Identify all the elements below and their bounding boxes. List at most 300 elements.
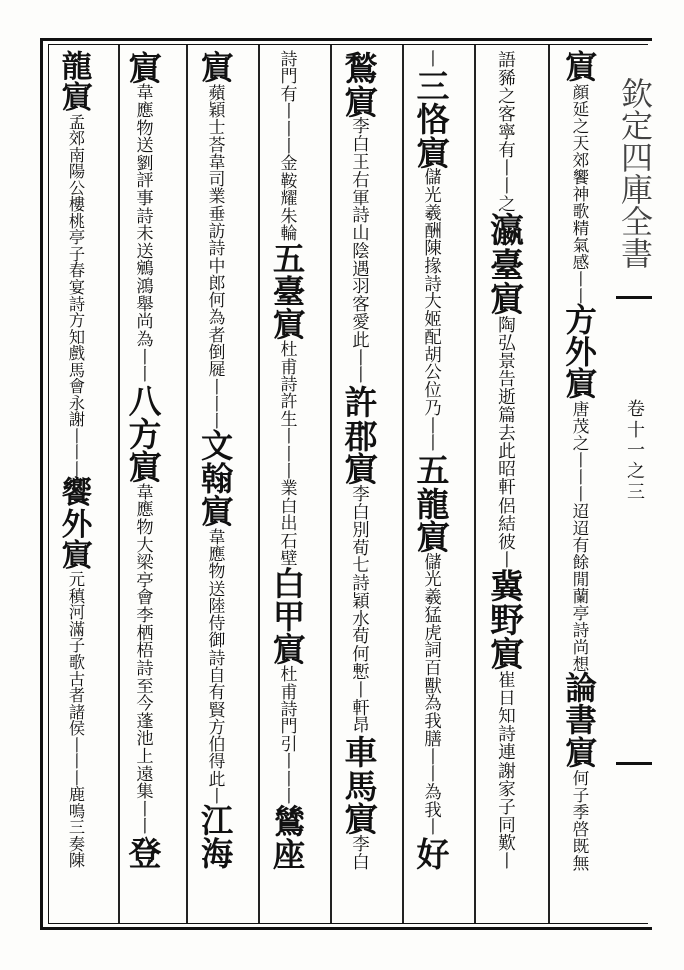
headword-char: 外 xyxy=(565,334,597,372)
text-char: 何 xyxy=(572,768,590,788)
text-char: 公 xyxy=(424,363,442,384)
text-char: 景 xyxy=(498,352,516,373)
text-char: 別 xyxy=(352,520,370,541)
text-char: 丨 xyxy=(498,851,516,872)
text-char: 集 xyxy=(136,782,154,803)
text-char: 丨 xyxy=(208,411,226,432)
headword-char: 書 xyxy=(565,702,597,740)
text-char: 詩 xyxy=(68,294,86,314)
text-char: 之 xyxy=(498,195,516,216)
text-char: 饗 xyxy=(572,168,590,188)
text-char: 侯 xyxy=(68,719,86,739)
margin-title-char: 四 xyxy=(621,139,654,177)
headword-char: 賔 xyxy=(200,492,234,531)
text-char: 元 xyxy=(68,570,86,590)
text-column xyxy=(112,49,178,922)
text-column xyxy=(44,49,110,922)
text-char: 南 xyxy=(68,145,86,165)
text-char: 精 xyxy=(572,219,590,239)
text-char: 應 xyxy=(136,100,154,121)
text-char: 杜 xyxy=(280,340,298,361)
text-char: 垂 xyxy=(208,203,226,224)
text-char: 子 xyxy=(498,797,516,818)
text-char: 丨 xyxy=(136,347,154,368)
text-char: 白 xyxy=(352,135,370,156)
text-char: 侶 xyxy=(498,496,516,517)
text-char: 丨 xyxy=(208,785,226,806)
margin-title xyxy=(622,44,652,296)
headword-char: 賔 xyxy=(200,49,234,87)
text-char: 昭 xyxy=(498,460,516,481)
text-char: 何 xyxy=(208,290,226,311)
text-char: 謝 xyxy=(498,761,516,782)
text-char: 奏 xyxy=(68,834,86,854)
text-char: 此 xyxy=(352,330,370,351)
headword-char: 白 xyxy=(272,565,306,604)
headword-char: 三 xyxy=(416,66,450,106)
text-char: 亭 xyxy=(572,604,590,624)
headword-char: 臺 xyxy=(272,273,306,312)
headword-char: 賔 xyxy=(565,49,597,86)
text-char: 伯 xyxy=(208,734,226,755)
text-char: 子 xyxy=(572,785,590,805)
text-char: 丨 xyxy=(424,50,442,70)
text-char: 士 xyxy=(208,117,226,138)
text-char: 同 xyxy=(498,815,516,836)
text-char: 屣 xyxy=(208,359,226,380)
text-char: 丨 xyxy=(352,366,370,387)
juan-char: 三 xyxy=(627,481,645,503)
text-char: 語 xyxy=(498,51,516,71)
text-char: 詩 xyxy=(280,374,298,395)
text-char: 賢 xyxy=(208,699,226,720)
text-char: 想 xyxy=(572,655,590,675)
headword-char: 方 xyxy=(128,415,162,455)
text-char: 有 xyxy=(572,536,590,556)
text-char: 丨 xyxy=(424,818,442,839)
headword-char: 座 xyxy=(272,836,306,875)
headword-char: 賔 xyxy=(128,448,162,488)
text-char: 獸 xyxy=(424,676,442,697)
text-char: 陽 xyxy=(68,162,86,182)
text-char: 丨 xyxy=(352,348,370,369)
text-char: 何 xyxy=(352,645,370,666)
text-char: 乃 xyxy=(424,398,442,419)
text-char: 丨 xyxy=(68,443,86,463)
text-char: 古 xyxy=(68,669,86,689)
headword-char: 八 xyxy=(128,381,162,421)
text-char: 丨 xyxy=(424,765,442,786)
text-char: 未 xyxy=(136,224,154,245)
text-char: 軒 xyxy=(352,698,370,719)
text-char: 詩 xyxy=(352,206,370,227)
text-column xyxy=(474,52,540,922)
text-char: 天 xyxy=(572,134,590,154)
text-column xyxy=(256,52,322,922)
text-char: 河 xyxy=(68,603,86,623)
text-char: 百 xyxy=(424,659,442,679)
text-char: 顔 xyxy=(572,83,590,103)
text-char: 為 xyxy=(208,307,226,328)
text-char: 陳 xyxy=(424,239,442,260)
text-char: 儲 xyxy=(424,552,442,573)
text-char: 茂 xyxy=(572,417,590,437)
text-char: 大 xyxy=(136,535,154,556)
text-char: 引 xyxy=(280,734,298,755)
text-char: 羲 xyxy=(424,588,442,609)
text-char: 詩 xyxy=(280,699,298,720)
text-char: 詩 xyxy=(208,647,226,668)
text-char: 丨 xyxy=(136,365,154,386)
text-char: 倒 xyxy=(208,341,226,362)
text-char: 鵷 xyxy=(136,259,154,280)
margin-title-char: 書 xyxy=(621,235,654,273)
headword-char: 賔 xyxy=(272,631,306,670)
text-char: 遇 xyxy=(352,259,370,280)
text-char: 應 xyxy=(136,500,154,521)
headword-char: 鶖 xyxy=(344,49,378,88)
text-char: 大 xyxy=(424,292,442,313)
margin-title-char: 欽 xyxy=(621,75,654,113)
text-char: 朱 xyxy=(280,206,298,227)
text-char: 御 xyxy=(208,630,226,651)
text-char: 唐 xyxy=(572,400,590,420)
headword-char: 賔 xyxy=(490,279,524,319)
text-char: 氣 xyxy=(572,236,590,256)
text-char: 永 xyxy=(68,393,86,413)
text-char: 詩 xyxy=(136,206,154,227)
text-char: 馬 xyxy=(68,360,86,380)
text-char: 應 xyxy=(208,543,226,564)
text-char: 丨 xyxy=(280,752,298,773)
text-char: 韋 xyxy=(136,482,154,503)
headword-char: 賔 xyxy=(416,518,450,558)
text-char: 丨 xyxy=(280,786,298,807)
text-char: 者 xyxy=(208,324,226,345)
text-char: 丨 xyxy=(498,177,516,198)
text-char: 為 xyxy=(136,329,154,350)
text-char: 有 xyxy=(280,84,298,105)
text-char: 者 xyxy=(68,686,86,706)
text-char: 山 xyxy=(352,224,370,245)
text-char: 餘 xyxy=(572,553,590,573)
text-char: 丨 xyxy=(280,461,298,482)
text-column xyxy=(548,49,614,922)
text-char: 李 xyxy=(352,117,370,138)
text-char: 酬 xyxy=(424,221,442,242)
text-char: 自 xyxy=(208,664,226,685)
text-char: 韋 xyxy=(208,526,226,547)
text-char: 陸 xyxy=(208,595,226,616)
text-char: 甫 xyxy=(280,682,298,703)
text-char: 遠 xyxy=(136,764,154,785)
margin-title-char: 庫 xyxy=(621,171,654,209)
text-char: 池 xyxy=(136,729,154,750)
text-char: 丨 xyxy=(68,459,86,479)
text-char: 迢 xyxy=(572,502,590,522)
text-char: 丨 xyxy=(424,434,442,455)
text-char: 閒 xyxy=(572,570,590,590)
text-char: 白 xyxy=(280,496,298,517)
text-char: 歌 xyxy=(68,652,86,672)
text-char: 樓 xyxy=(68,195,86,215)
text-char: 戲 xyxy=(68,344,86,364)
text-char: 送 xyxy=(136,241,154,262)
text-char: 丨 xyxy=(572,451,590,471)
text-char: 甫 xyxy=(280,357,298,378)
text-char: 陰 xyxy=(352,241,370,262)
text-char: 篇 xyxy=(498,406,516,427)
text-char: 水 xyxy=(352,609,370,630)
text-char: 稹 xyxy=(68,586,86,606)
text-char: 客 xyxy=(352,295,370,316)
text-char: 舉 xyxy=(136,294,154,315)
text-char: 弘 xyxy=(498,334,516,355)
text-char: 劉 xyxy=(136,153,154,174)
headword-char: 野 xyxy=(490,600,524,640)
text-char: 得 xyxy=(208,751,226,772)
headword-char: 賔 xyxy=(565,734,597,772)
headword-char: 江 xyxy=(200,802,234,841)
text-char: 今 xyxy=(136,694,154,715)
text-char: 蘭 xyxy=(572,587,590,607)
fishtail-mark-bottom xyxy=(616,762,652,765)
text-char: 告 xyxy=(498,370,516,391)
headword-char: 海 xyxy=(200,834,234,873)
text-char: 金 xyxy=(280,154,298,175)
text-char: 蘋 xyxy=(208,82,226,103)
text-char: 丨 xyxy=(280,769,298,790)
text-char: 丨 xyxy=(572,468,590,488)
text-char: 之 xyxy=(572,434,590,454)
text-char: 崔 xyxy=(498,671,516,692)
headword-char: 論 xyxy=(565,670,597,708)
text-char: 既 xyxy=(572,836,590,856)
text-char: 荅 xyxy=(208,134,226,155)
text-char: 杜 xyxy=(280,665,298,686)
text-char: 詩 xyxy=(498,725,516,746)
text-column xyxy=(400,52,466,922)
text-char: 為 xyxy=(424,783,442,804)
text-column xyxy=(328,49,394,922)
text-char: 歌 xyxy=(572,202,590,222)
text-char: 延 xyxy=(572,100,590,120)
headword-char: 好 xyxy=(416,835,450,875)
headword-char: 馬 xyxy=(344,766,378,806)
text-char: 儲 xyxy=(424,168,442,189)
text-char: 為 xyxy=(424,694,442,715)
text-char: 我 xyxy=(424,712,442,733)
text-char: 感 xyxy=(572,253,590,273)
text-char: 迢 xyxy=(572,519,590,539)
text-char: 詩 xyxy=(352,574,370,595)
text-char: 李 xyxy=(136,606,154,627)
headword-char: 賔 xyxy=(490,635,524,675)
text-char: 桃 xyxy=(68,211,86,231)
text-char: 位 xyxy=(424,381,442,402)
text-char: 荀 xyxy=(352,538,370,559)
text-char: 七 xyxy=(352,556,370,577)
text-char: 事 xyxy=(136,189,154,210)
text-char: 壁 xyxy=(280,548,298,569)
headword-char: 五 xyxy=(416,450,450,490)
text-char: 丨 xyxy=(208,376,226,397)
text-char: 門 xyxy=(280,67,298,88)
text-char: 尚 xyxy=(136,312,154,333)
text-char: 會 xyxy=(68,377,86,397)
text-char: 虎 xyxy=(424,623,442,644)
headword-char: 登 xyxy=(128,833,162,873)
headword-char: 賔 xyxy=(565,366,597,404)
text-char: 丨 xyxy=(424,747,442,768)
text-char: 知 xyxy=(68,327,86,347)
text-char: 慙 xyxy=(352,662,370,683)
headword-char: 賔 xyxy=(128,49,162,88)
text-char: 配 xyxy=(424,327,442,348)
headword-char: 方 xyxy=(565,301,597,339)
text-char: 詞 xyxy=(424,641,442,662)
text-char: 丨 xyxy=(352,680,370,701)
text-char: 無 xyxy=(572,853,590,873)
text-char: 白 xyxy=(352,852,370,873)
text-char: 韋 xyxy=(136,83,154,104)
text-char: 陶 xyxy=(498,316,516,337)
text-char: 丨 xyxy=(68,735,86,755)
text-char: 軍 xyxy=(352,188,370,209)
text-char: 物 xyxy=(136,518,154,539)
text-char: 子 xyxy=(68,244,86,264)
text-char: 詩 xyxy=(572,621,590,641)
text-char: 詩 xyxy=(136,658,154,679)
text-char: 陳 xyxy=(68,851,86,871)
text-char: 門 xyxy=(280,717,298,738)
text-char: 詩 xyxy=(280,50,298,70)
text-char: 丨 xyxy=(136,799,154,820)
text-char: 家 xyxy=(498,779,516,800)
text-char: 右 xyxy=(352,170,370,191)
text-char: 業 xyxy=(208,186,226,207)
text-char: 我 xyxy=(424,800,442,821)
text-char: 物 xyxy=(136,118,154,139)
juan-char: 十 xyxy=(627,419,645,441)
text-char: 羽 xyxy=(352,277,370,298)
text-char: 栖 xyxy=(136,623,154,644)
headword-char: 翰 xyxy=(200,460,234,499)
text-char: 神 xyxy=(572,185,590,205)
juan-number xyxy=(624,400,648,503)
text-char: 有 xyxy=(208,682,226,703)
text-char: 知 xyxy=(498,707,516,728)
text-char: 侍 xyxy=(208,613,226,634)
text-char: 結 xyxy=(498,514,516,535)
text-char: 中 xyxy=(208,255,226,276)
text-char: 去 xyxy=(498,424,516,445)
text-char: 韋 xyxy=(208,151,226,172)
text-char: 丨 xyxy=(498,550,516,571)
text-char: 梧 xyxy=(136,641,154,662)
text-char: 羲 xyxy=(424,203,442,224)
text-char: 之 xyxy=(498,87,516,108)
text-char: 春 xyxy=(68,261,86,281)
text-char: 孟 xyxy=(68,112,86,132)
headword-char: 臺 xyxy=(490,245,524,285)
text-char: 評 xyxy=(136,171,154,192)
headword-char: 賔 xyxy=(344,82,378,122)
text-char: 鴻 xyxy=(136,277,154,298)
headword-char: 恪 xyxy=(416,100,450,140)
text-char: 穎 xyxy=(208,100,226,121)
text-char: 梁 xyxy=(136,553,154,574)
text-char: 此 xyxy=(498,442,516,463)
text-char: 公 xyxy=(68,178,86,198)
text-char: 丨 xyxy=(424,416,442,437)
text-char: 宴 xyxy=(68,277,86,297)
text-char: 逝 xyxy=(498,388,516,409)
text-char: 亭 xyxy=(68,228,86,248)
text-char: 日 xyxy=(498,689,516,710)
headword-char: 瀛 xyxy=(490,211,524,251)
text-char: 滿 xyxy=(68,619,86,639)
headword-char: 甲 xyxy=(272,598,306,637)
headword-char: 龍 xyxy=(61,49,93,85)
text-char: 郎 xyxy=(208,272,226,293)
text-char: 業 xyxy=(280,479,298,500)
text-char: 丨 xyxy=(572,270,590,289)
headword-char: 賔 xyxy=(61,538,93,574)
text-char: 丨 xyxy=(280,136,298,157)
headword-char: 鷥 xyxy=(272,803,306,842)
headword-char: 賔 xyxy=(344,800,378,840)
headword-char: 許 xyxy=(344,383,378,423)
text-char: 上 xyxy=(136,746,154,767)
headword-char: 賔 xyxy=(344,450,378,490)
text-char: 詩 xyxy=(424,274,442,295)
text-char: 豨 xyxy=(498,69,516,90)
text-char: 亭 xyxy=(136,570,154,591)
margin-title-char: 全 xyxy=(621,203,654,241)
juan-char: 卷 xyxy=(627,399,645,420)
text-char: 連 xyxy=(498,743,516,764)
text-char: 郊 xyxy=(68,129,86,149)
text-char: 郊 xyxy=(572,151,590,171)
text-char: 季 xyxy=(572,802,590,822)
text-char: 出 xyxy=(280,514,298,535)
text-char: 石 xyxy=(280,531,298,552)
text-char: 物 xyxy=(208,561,226,582)
text-char: 膳 xyxy=(424,729,442,750)
text-char: 丨 xyxy=(68,426,86,446)
text-char: 昂 xyxy=(352,716,370,737)
text-column xyxy=(184,49,250,922)
text-char: 方 xyxy=(208,716,226,737)
text-char: 丨 xyxy=(280,119,298,140)
text-char: 丨 xyxy=(572,485,590,505)
text-char: 謝 xyxy=(68,410,86,430)
text-char: 丨 xyxy=(572,286,590,306)
headword-char: 車 xyxy=(344,733,378,773)
headword-char: 文 xyxy=(200,427,234,466)
text-char: 送 xyxy=(208,578,226,599)
headword-char: 饗 xyxy=(61,475,93,512)
juan-char: 一 xyxy=(627,440,645,462)
headword-char: 賔 xyxy=(61,80,93,117)
text-char: 三 xyxy=(68,818,86,838)
text-char: 丨 xyxy=(280,102,298,123)
text-char: 胡 xyxy=(424,345,442,366)
text-char: 訪 xyxy=(208,221,226,242)
text-char: 李 xyxy=(352,835,370,856)
text-char: 諸 xyxy=(68,702,86,722)
